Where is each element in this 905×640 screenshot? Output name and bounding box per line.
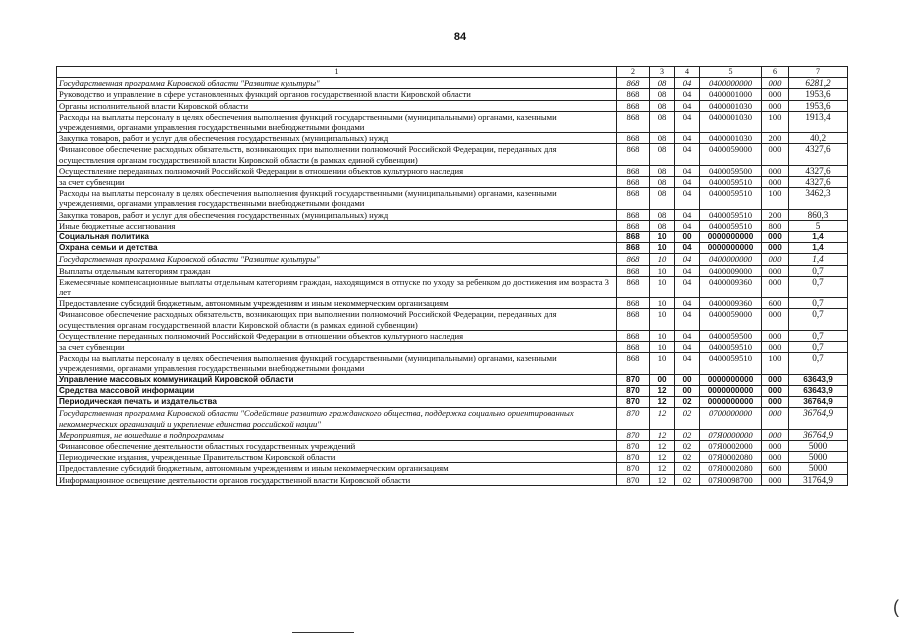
row-subsection-cell: 04 xyxy=(675,342,700,353)
row-expense-type-cell: 000 xyxy=(762,385,789,396)
row-subsection-cell: 04 xyxy=(675,243,700,254)
row-target-article-cell: 0400059000 xyxy=(700,309,762,330)
table-row xyxy=(57,397,848,408)
table-row xyxy=(57,463,848,474)
row-subsection-cell: 04 xyxy=(675,133,700,144)
row-name-cell: Государственная программа Кировской области "Развитие культуры" xyxy=(57,254,617,265)
row-expense-type-cell: 000 xyxy=(762,309,789,330)
row-expense-type-cell: 000 xyxy=(762,397,789,408)
table-row xyxy=(57,440,848,451)
row-section-cell: 08 xyxy=(650,220,675,231)
row-subsection-cell: 04 xyxy=(675,165,700,176)
row-subsection-cell: 04 xyxy=(675,188,700,209)
table-row xyxy=(57,165,848,176)
row-expense-type-cell: 000 xyxy=(762,165,789,176)
row-department-cell: 870 xyxy=(617,397,650,408)
row-department-cell: 868 xyxy=(617,111,650,132)
row-amount-cell: 3462,3 xyxy=(789,188,848,209)
row-subsection-cell: 04 xyxy=(675,209,700,220)
row-section-cell: 08 xyxy=(650,165,675,176)
row-amount-cell: 63643,9 xyxy=(789,374,848,385)
row-target-article-cell: 0400009360 xyxy=(700,276,762,297)
row-department-cell: 870 xyxy=(617,429,650,440)
row-department-cell: 870 xyxy=(617,474,650,485)
row-subsection-cell: 04 xyxy=(675,144,700,165)
row-name-cell: Предоставление субсидий бюджетным, автономным учреждениям и иным некоммерческим организациям xyxy=(57,298,617,309)
row-section-cell: 10 xyxy=(650,232,675,243)
row-target-article-cell: 07Я0098700 xyxy=(700,474,762,485)
row-expense-type-cell: 000 xyxy=(762,342,789,353)
row-department-cell: 870 xyxy=(617,374,650,385)
row-amount-cell: 1,4 xyxy=(789,243,848,254)
table-row xyxy=(57,276,848,297)
row-amount-cell: 40,2 xyxy=(789,133,848,144)
row-department-cell: 868 xyxy=(617,165,650,176)
row-department-cell: 868 xyxy=(617,298,650,309)
table-row xyxy=(57,342,848,353)
table-row xyxy=(57,209,848,220)
row-amount-cell: 36764,9 xyxy=(789,429,848,440)
row-subsection-cell: 04 xyxy=(675,177,700,188)
row-name-cell: Финансовое обеспечение расходных обязательств, возникающих при выполнении полномочий Российской Федерации, переданных для осуществления органам государственной власти Кировской области (в рамках единой субвенции) xyxy=(57,309,617,330)
row-expense-type-cell: 100 xyxy=(762,353,789,374)
row-department-cell: 870 xyxy=(617,408,650,429)
row-expense-type-cell: 000 xyxy=(762,276,789,297)
row-department-cell: 868 xyxy=(617,188,650,209)
row-department-cell: 868 xyxy=(617,89,650,100)
row-expense-type-cell: 000 xyxy=(762,232,789,243)
row-target-article-cell: 07Я0002080 xyxy=(700,452,762,463)
row-department-cell: 868 xyxy=(617,254,650,265)
row-expense-type-cell: 000 xyxy=(762,78,789,89)
row-section-cell: 10 xyxy=(650,276,675,297)
row-target-article-cell: 07Я0000000 xyxy=(700,429,762,440)
row-department-cell: 868 xyxy=(617,265,650,276)
row-target-article-cell: 0000000000 xyxy=(700,232,762,243)
row-name-cell: Мероприятия, не вошедшие в подпрограммы xyxy=(57,429,617,440)
row-department-cell: 868 xyxy=(617,243,650,254)
page-number: 84 xyxy=(453,31,467,43)
row-subsection-cell: 04 xyxy=(675,276,700,297)
row-name-cell: Иные бюджетные ассигнования xyxy=(57,220,617,231)
row-amount-cell: 0,7 xyxy=(789,276,848,297)
row-amount-cell: 4327,6 xyxy=(789,144,848,165)
column-header-amount: 7 xyxy=(789,67,848,78)
table-row xyxy=(57,298,848,309)
row-amount-cell: 1953,6 xyxy=(789,100,848,111)
row-subsection-cell: 04 xyxy=(675,78,700,89)
row-section-cell: 08 xyxy=(650,144,675,165)
row-amount-cell: 5000 xyxy=(789,463,848,474)
row-target-article-cell: 0400059510 xyxy=(700,177,762,188)
row-target-article-cell: 0000000000 xyxy=(700,397,762,408)
row-section-cell: 12 xyxy=(650,429,675,440)
table-row xyxy=(57,353,848,374)
row-subsection-cell: 02 xyxy=(675,452,700,463)
row-name-cell: Финансовое обеспечение расходных обязательств, возникающих при выполнении полномочий Российской Федерации, переданных для осуществления органам государственной власти Кировской области (в рамках единой субвенции) xyxy=(57,144,617,165)
column-header-department: 2 xyxy=(617,67,650,78)
row-name-cell: за счет субвенции xyxy=(57,177,617,188)
row-name-cell: Финансовое обеспечение деятельности областных государственных учреждений xyxy=(57,440,617,451)
row-name-cell: Государственная программа Кировской области "Развитие культуры" xyxy=(57,78,617,89)
row-section-cell: 12 xyxy=(650,474,675,485)
table-row xyxy=(57,111,848,132)
row-amount-cell: 1,4 xyxy=(789,232,848,243)
row-name-cell: Средства массовой информации xyxy=(57,385,617,396)
row-section-cell: 08 xyxy=(650,177,675,188)
row-department-cell: 870 xyxy=(617,440,650,451)
row-target-article-cell: 0000000000 xyxy=(700,243,762,254)
row-department-cell: 868 xyxy=(617,330,650,341)
row-amount-cell: 0,7 xyxy=(789,265,848,276)
row-subsection-cell: 04 xyxy=(675,309,700,330)
row-amount-cell: 63643,9 xyxy=(789,385,848,396)
row-target-article-cell: 07Я0002000 xyxy=(700,440,762,451)
row-expense-type-cell: 000 xyxy=(762,177,789,188)
row-expense-type-cell: 000 xyxy=(762,474,789,485)
table-row xyxy=(57,429,848,440)
row-expense-type-cell: 000 xyxy=(762,408,789,429)
table-row xyxy=(57,254,848,265)
table-row xyxy=(57,474,848,485)
row-amount-cell: 0,7 xyxy=(789,330,848,341)
row-target-article-cell: 0000000000 xyxy=(700,385,762,396)
row-expense-type-cell: 000 xyxy=(762,100,789,111)
row-expense-type-cell: 000 xyxy=(762,243,789,254)
row-department-cell: 868 xyxy=(617,220,650,231)
row-department-cell: 868 xyxy=(617,209,650,220)
row-department-cell: 870 xyxy=(617,452,650,463)
row-amount-cell: 6281,2 xyxy=(789,78,848,89)
row-expense-type-cell: 000 xyxy=(762,452,789,463)
row-section-cell: 10 xyxy=(650,342,675,353)
row-name-cell: Расходы на выплаты персоналу в целях обеспечения выполнения функций государственными (муниципальными) органами, казенными учреждениями, органами управления государственными внебюджетными фондами xyxy=(57,353,617,374)
row-section-cell: 08 xyxy=(650,209,675,220)
row-name-cell: Периодические издания, учрежденные Правительством Кировской области xyxy=(57,452,617,463)
row-section-cell: 08 xyxy=(650,111,675,132)
row-department-cell: 868 xyxy=(617,353,650,374)
row-section-cell: 08 xyxy=(650,188,675,209)
row-amount-cell: 5000 xyxy=(789,440,848,451)
row-department-cell: 868 xyxy=(617,78,650,89)
row-amount-cell: 0,7 xyxy=(789,298,848,309)
row-target-article-cell: 0400059510 xyxy=(700,342,762,353)
row-subsection-cell: 04 xyxy=(675,220,700,231)
row-target-article-cell: 0400001000 xyxy=(700,89,762,100)
table-row xyxy=(57,188,848,209)
row-expense-type-cell: 100 xyxy=(762,111,789,132)
row-target-article-cell: 0400001030 xyxy=(700,111,762,132)
row-name-cell: Органы исполнительной власти Кировской области xyxy=(57,100,617,111)
row-name-cell: Расходы на выплаты персоналу в целях обеспечения выполнения функций государственными (муниципальными) органами, казенными учреждениями, органами управления государственными внебюджетными фондами xyxy=(57,188,617,209)
row-department-cell: 868 xyxy=(617,133,650,144)
row-department-cell: 870 xyxy=(617,385,650,396)
table-row xyxy=(57,408,848,429)
row-target-article-cell: 07Я0002080 xyxy=(700,463,762,474)
table-row xyxy=(57,89,848,100)
row-section-cell: 10 xyxy=(650,243,675,254)
row-subsection-cell: 04 xyxy=(675,353,700,374)
row-expense-type-cell: 000 xyxy=(762,429,789,440)
row-expense-type-cell: 000 xyxy=(762,265,789,276)
scan-mark-bottom xyxy=(292,632,354,633)
row-amount-cell: 5000 xyxy=(789,452,848,463)
row-amount-cell: 0,7 xyxy=(789,342,848,353)
row-expense-type-cell: 200 xyxy=(762,133,789,144)
row-amount-cell: 1953,6 xyxy=(789,89,848,100)
row-section-cell: 08 xyxy=(650,89,675,100)
row-target-article-cell: 0400059500 xyxy=(700,165,762,176)
row-amount-cell: 4327,6 xyxy=(789,165,848,176)
row-name-cell: Выплаты отдельным категориям граждан xyxy=(57,265,617,276)
row-subsection-cell: 04 xyxy=(675,254,700,265)
row-name-cell: Расходы на выплаты персоналу в целях обеспечения выполнения функций государственными (муниципальными) органами, казенными учреждениями, органами управления государственными внебюджетными фондами xyxy=(57,111,617,132)
row-subsection-cell: 00 xyxy=(675,385,700,396)
row-expense-type-cell: 600 xyxy=(762,298,789,309)
row-subsection-cell: 04 xyxy=(675,298,700,309)
row-subsection-cell: 04 xyxy=(675,89,700,100)
row-amount-cell: 4327,6 xyxy=(789,177,848,188)
row-name-cell: Ежемесячные компенсационные выплаты отдельным категориям граждан, находящимся в отпуске по уходу за ребенком до достижения им возраста 3 лет xyxy=(57,276,617,297)
row-expense-type-cell: 000 xyxy=(762,374,789,385)
row-section-cell: 12 xyxy=(650,440,675,451)
row-amount-cell: 1913,4 xyxy=(789,111,848,132)
row-department-cell: 868 xyxy=(617,144,650,165)
column-header-target-article: 5 xyxy=(700,67,762,78)
row-subsection-cell: 04 xyxy=(675,265,700,276)
row-amount-cell: 860,3 xyxy=(789,209,848,220)
row-amount-cell: 31764,9 xyxy=(789,474,848,485)
row-section-cell: 12 xyxy=(650,408,675,429)
table-row xyxy=(57,265,848,276)
row-target-article-cell: 0400000000 xyxy=(700,254,762,265)
row-section-cell: 00 xyxy=(650,374,675,385)
row-name-cell: Информационное освещение деятельности органов государственной власти Кировской области xyxy=(57,474,617,485)
row-section-cell: 08 xyxy=(650,133,675,144)
table-row xyxy=(57,374,848,385)
row-section-cell: 10 xyxy=(650,265,675,276)
row-department-cell: 868 xyxy=(617,309,650,330)
row-name-cell: Закупка товаров, работ и услуг для обеспечения государственных (муниципальных) нужд xyxy=(57,209,617,220)
column-header-name: 1 xyxy=(57,67,617,78)
row-name-cell: Периодическая печать и издательства xyxy=(57,397,617,408)
row-subsection-cell: 00 xyxy=(675,374,700,385)
table-row xyxy=(57,232,848,243)
table-row xyxy=(57,330,848,341)
row-name-cell: Осуществление переданных полномочий Российской Федерации в отношении объектов культурного наследия xyxy=(57,165,617,176)
row-department-cell: 868 xyxy=(617,177,650,188)
table-row xyxy=(57,78,848,89)
row-department-cell: 868 xyxy=(617,342,650,353)
row-target-article-cell: 0400059510 xyxy=(700,188,762,209)
row-expense-type-cell: 600 xyxy=(762,463,789,474)
row-name-cell: за счет субвенции xyxy=(57,342,617,353)
table-row xyxy=(57,100,848,111)
row-department-cell: 868 xyxy=(617,232,650,243)
row-target-article-cell: 0400001030 xyxy=(700,133,762,144)
table-header-row xyxy=(57,67,848,78)
row-target-article-cell: 0400059500 xyxy=(700,330,762,341)
row-expense-type-cell: 200 xyxy=(762,209,789,220)
table-row xyxy=(57,133,848,144)
row-amount-cell: 0,7 xyxy=(789,353,848,374)
row-department-cell: 868 xyxy=(617,100,650,111)
row-section-cell: 10 xyxy=(650,309,675,330)
row-target-article-cell: 0400059510 xyxy=(700,209,762,220)
row-amount-cell: 1,4 xyxy=(789,254,848,265)
row-subsection-cell: 04 xyxy=(675,330,700,341)
row-amount-cell: 5 xyxy=(789,220,848,231)
row-section-cell: 12 xyxy=(650,397,675,408)
column-header-subsection: 4 xyxy=(675,67,700,78)
row-subsection-cell: 02 xyxy=(675,440,700,451)
row-name-cell: Руководство и управление в сфере установленных функций органов государственной власти Кировской области xyxy=(57,89,617,100)
row-expense-type-cell: 100 xyxy=(762,188,789,209)
row-name-cell: Охрана семьи и детства xyxy=(57,243,617,254)
row-target-article-cell: 0400059510 xyxy=(700,353,762,374)
column-header-expense-type: 6 xyxy=(762,67,789,78)
row-target-article-cell: 0400059000 xyxy=(700,144,762,165)
row-expense-type-cell: 000 xyxy=(762,440,789,451)
row-target-article-cell: 0400009360 xyxy=(700,298,762,309)
row-section-cell: 10 xyxy=(650,330,675,341)
table-row xyxy=(57,309,848,330)
scan-mark-right: ( xyxy=(893,597,899,617)
row-name-cell: Осуществление переданных полномочий Российской Федерации в отношении объектов культурного наследия xyxy=(57,330,617,341)
row-target-article-cell: 0400059510 xyxy=(700,220,762,231)
row-subsection-cell: 04 xyxy=(675,111,700,132)
row-expense-type-cell: 800 xyxy=(762,220,789,231)
row-section-cell: 08 xyxy=(650,100,675,111)
row-expense-type-cell: 000 xyxy=(762,89,789,100)
table-row xyxy=(57,220,848,231)
row-section-cell: 12 xyxy=(650,385,675,396)
row-section-cell: 12 xyxy=(650,463,675,474)
row-subsection-cell: 02 xyxy=(675,474,700,485)
table-row xyxy=(57,177,848,188)
row-subsection-cell: 02 xyxy=(675,429,700,440)
row-target-article-cell: 0400000000 xyxy=(700,78,762,89)
table-row xyxy=(57,452,848,463)
row-name-cell: Предоставление субсидий бюджетным, автономным учреждениям и иным некоммерческим организациям xyxy=(57,463,617,474)
row-amount-cell: 36764,9 xyxy=(789,408,848,429)
row-expense-type-cell: 000 xyxy=(762,254,789,265)
row-amount-cell: 0,7 xyxy=(789,309,848,330)
row-expense-type-cell: 000 xyxy=(762,330,789,341)
row-section-cell: 10 xyxy=(650,353,675,374)
row-amount-cell: 36764,9 xyxy=(789,397,848,408)
row-target-article-cell: 0700000000 xyxy=(700,408,762,429)
row-name-cell: Социальная политика xyxy=(57,232,617,243)
table-body xyxy=(57,78,848,486)
table-row xyxy=(57,144,848,165)
row-target-article-cell: 0400001030 xyxy=(700,100,762,111)
row-section-cell: 10 xyxy=(650,298,675,309)
row-target-article-cell: 0000000000 xyxy=(700,374,762,385)
row-name-cell: Государственная программа Кировской области "Содействие развитию гражданского общества, поддержка социально ориентированных некоммерческих организаций и укрепление единства российской нации" xyxy=(57,408,617,429)
row-expense-type-cell: 000 xyxy=(762,144,789,165)
row-subsection-cell: 04 xyxy=(675,100,700,111)
row-subsection-cell: 02 xyxy=(675,463,700,474)
row-section-cell: 08 xyxy=(650,78,675,89)
row-department-cell: 868 xyxy=(617,276,650,297)
row-target-article-cell: 0400009000 xyxy=(700,265,762,276)
row-section-cell: 12 xyxy=(650,452,675,463)
table-row xyxy=(57,385,848,396)
row-name-cell: Закупка товаров, работ и услуг для обеспечения государственных (муниципальных) нужд xyxy=(57,133,617,144)
table-row xyxy=(57,243,848,254)
row-section-cell: 10 xyxy=(650,254,675,265)
row-department-cell: 870 xyxy=(617,463,650,474)
budget-table xyxy=(56,66,848,486)
row-subsection-cell: 02 xyxy=(675,397,700,408)
column-header-section: 3 xyxy=(650,67,675,78)
row-subsection-cell: 00 xyxy=(675,232,700,243)
row-subsection-cell: 02 xyxy=(675,408,700,429)
row-name-cell: Управление массовых коммуникаций Кировской области xyxy=(57,374,617,385)
